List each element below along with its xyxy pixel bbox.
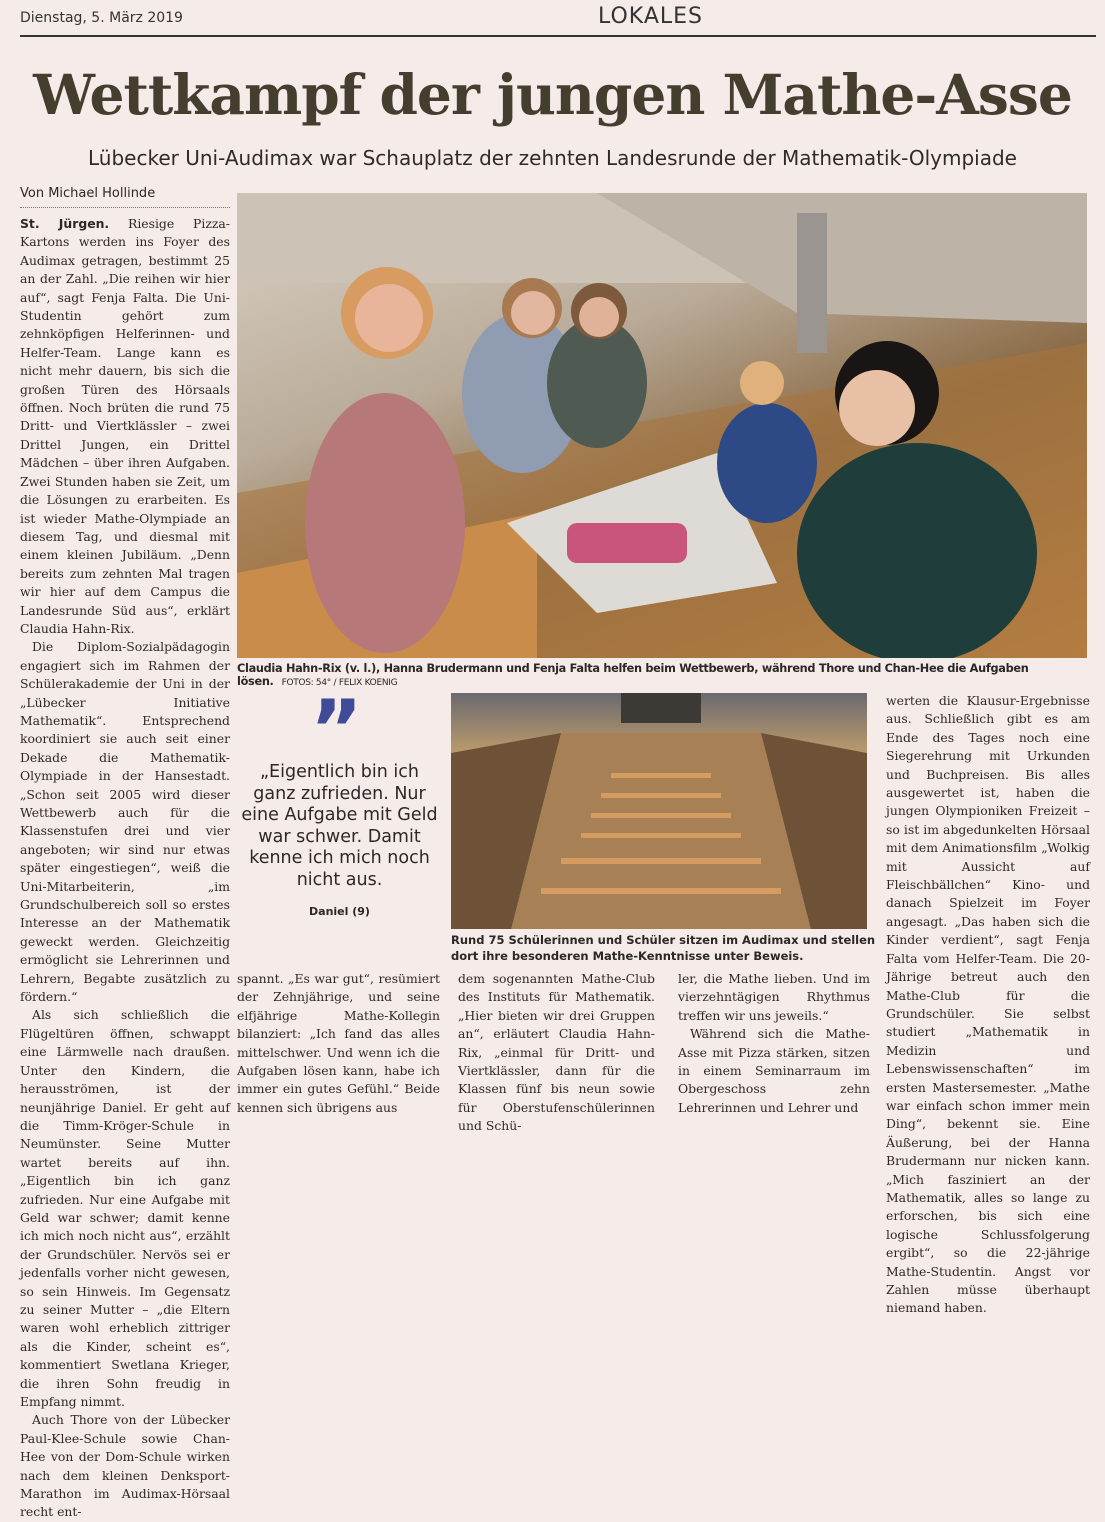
paragraph: spannt. „Es war gut“, resümiert der Zehnjährige, und seine elfjährige Mathe-Kollegin bilanziert: „Ich fand das alles mittelschwer. Und wenn ich die Aufgaben lösen kann, habe ich immer ein gutes Gefühl.“ Beide kennen sich übrigens aus (237, 971, 440, 1115)
article-column-3 (458, 970, 655, 1136)
paragraph: Als sich schließlich die Flügeltüren öffnen, schwappt eine Lärmwelle nach draußen. Unter den Kindern, die herausströmen, ist der neunjährige Daniel. Er geht auf die Timm-Kröger-Schule in Neumünster. Seine Mutter wartet bereits auf ihn. „Eigentlich bin ich ganz zufrieden. Nur eine Aufgabe mit Geld war schwer; damit kenne ich mich noch nicht aus“, erzählt der Grundschüler. Nervös sei er jedenfalls vorher nicht gewesen, so sein Hinweis. Im Gegensatz zu seiner Mutter – „die Eltern waren wohl erheblich zittriger als die Kinder, scheint es“, kommentiert Swetlana Krieger, die ihren Sohn freudig in Empfang nimmt. (20, 1007, 230, 1409)
quote-mark-icon: ” (310, 683, 363, 776)
issue-date: Dienstag, 5. März 2019 (20, 10, 183, 26)
pull-quote-attribution: Daniel (9) (309, 905, 370, 918)
paragraph-text: Riesige Pizza-Kartons werden ins Foyer des Audimax getragen, bestimmt 25 an der Zahl. „Die reihen wir hier auf“, sagt Fenja Falta. Die Uni-Studentin gehört zum zehnköpfigen Helferinnen- und Helfer-Team. Lange kann es nicht mehr dauern, bis sich die großen Türen des Hörsaals öffnen. Noch brüten die rund 75 Dritt- und Viertklässler – zwei Drittel Jungen, ein Drittel Mädchen – über ihren Aufgaben. Zwei Stunden haben sie Zeit, um die Lösungen zu erarbeiten. Es ist wieder Mathe-Olympiade an diesem Tag, und diesmal mit einem kleinen Jubiläum. „Denn bereits zum zehnten Mal tragen wir hier auf dem Campus die Landesrunde Süd aus“, erklärt Claudia Hahn-Rix. (20, 216, 230, 636)
paragraph: Während sich die Mathe-Asse mit Pizza stärken, sitzen in einem Seminarraum im Obergeschoss zehn Lehrerinnen und Lehrer und (678, 1026, 870, 1115)
main-photo-caption (237, 662, 1087, 688)
paragraph (20, 215, 230, 638)
paragraph: Die Diplom-Sozialpädagogin engagiert sich im Rahmen der Schülerakademie der Uni in der „Lübecker Initiative Mathematik“. Entsprechend koordiniert sie auch seit einer Dekade die Mathematik-Olympiade in der Hansestadt. „Schon seit 2005 wird dieser Wettbewerb auch für die Klassenstufen drei und vier angeboten; wir sind nur etwas später eingestiegen“, weiß die Uni-Mitarbeiterin, „im Grundschulbereich soll so erstes Interesse an der Mathematik geweckt werden. Gleichzeitig ermöglicht sie Lehrerinnen und Lehrern, Begabte zusätzlich zu fördern.“ (20, 639, 230, 1005)
header-rule (20, 35, 1096, 37)
article-column-4 (678, 970, 870, 1117)
headline: Wettkampf der jungen Mathe-Asse (33, 62, 1072, 127)
paragraph: Auch Thore von der Lübecker Paul-Klee-Schule sowie Chan-Hee von der Dom-Schule wirken nach dem kleinen Denksport-Marathon im Audimax-Hörsaal recht ent- (20, 1412, 230, 1520)
article-column-2 (237, 970, 440, 1117)
paragraph: werten die Klausur-Ergebnisse aus. Schließlich gibt es am Ende des Tages noch eine Siegerehrung mit Urkunden und Buchpreisen. Bis alles ausgewertet ist, haben die jungen Olympioniken Freizeit – so ist im abgedunkelten Hörsaal mit dem Animationsfilm „Wolkig mit Aussicht auf Fleischbällchen“ Kino- und danach Spielzeit im Foyer angesagt. „Das haben sich die Kinder verdient“, sagt Fenja Falta vom Helfer-Team. Die 20-Jährige betreut auch den Mathe-Club für die Grundschüler. Sie selbst studiert „Mathematik in Medizin und Lebenswissenschaften“ im ersten Mastersemester. „Mathe war einfach schon immer mein Ding“, bekennt sie. Eine Äußerung, bei der Hanna Brudermann nur nicken kann. „Mich fasziniert an der Mathematik, alles so lange zu erforschen, bis sich eine logische Schlussfolgerung ergibt“, so die 22-jährige Mathe-Studentin. Angst vor Zahlen müsse überhaupt niemand haben. (886, 693, 1090, 1316)
paragraph: ler, die Mathe lieben. Und im vierzehntägigen Rhythmus treffen wir uns jeweils.“ (678, 971, 870, 1023)
section-title: LOKALES (598, 4, 704, 29)
classroom-photo-illustration (237, 193, 1087, 658)
subtitle: Lübecker Uni-Audimax war Schauplatz der zehnten Landesrunde der Mathematik-Olympiade (88, 146, 1017, 170)
byline: Von Michael Hollinde (20, 186, 230, 208)
article-column-5 (886, 692, 1090, 1318)
caption-text: Claudia Hahn-Rix (v. l.), Hanna Brudermann und Fenja Falta helfen beim Wettbewerb, während Thore und Chan-Hee die Aufgaben lösen. (237, 662, 1029, 688)
auditorium-photo-caption: Rund 75 Schülerinnen und Schüler sitzen im Audimax und stellen dort ihre besonderen Mathe-Kenntnisse unter Beweis. (451, 933, 876, 963)
dateline: St. Jürgen. (20, 216, 110, 231)
main-photo (237, 193, 1087, 658)
photo-credit: FOTOS: 54° / FELIX KOENIG (281, 678, 398, 688)
auditorium-photo-illustration (451, 693, 867, 929)
article-column-1 (20, 215, 230, 1522)
auditorium-photo (451, 693, 867, 929)
pull-quote: „Eigentlich bin ich ganz zufrieden. Nur eine Aufgabe mit Geld war schwer. Damit kenne ich mich noch nicht aus. (241, 762, 438, 890)
paragraph: dem sogenannten Mathe-Club des Instituts für Mathematik. „Hier bieten wir drei Gruppen an“, erläutert Claudia Hahn-Rix, „einmal für Dritt- und Viertklässler, dann für die Klassen fünf bis neun sowie für Oberstufenschülerinnen und Schü- (458, 971, 655, 1134)
